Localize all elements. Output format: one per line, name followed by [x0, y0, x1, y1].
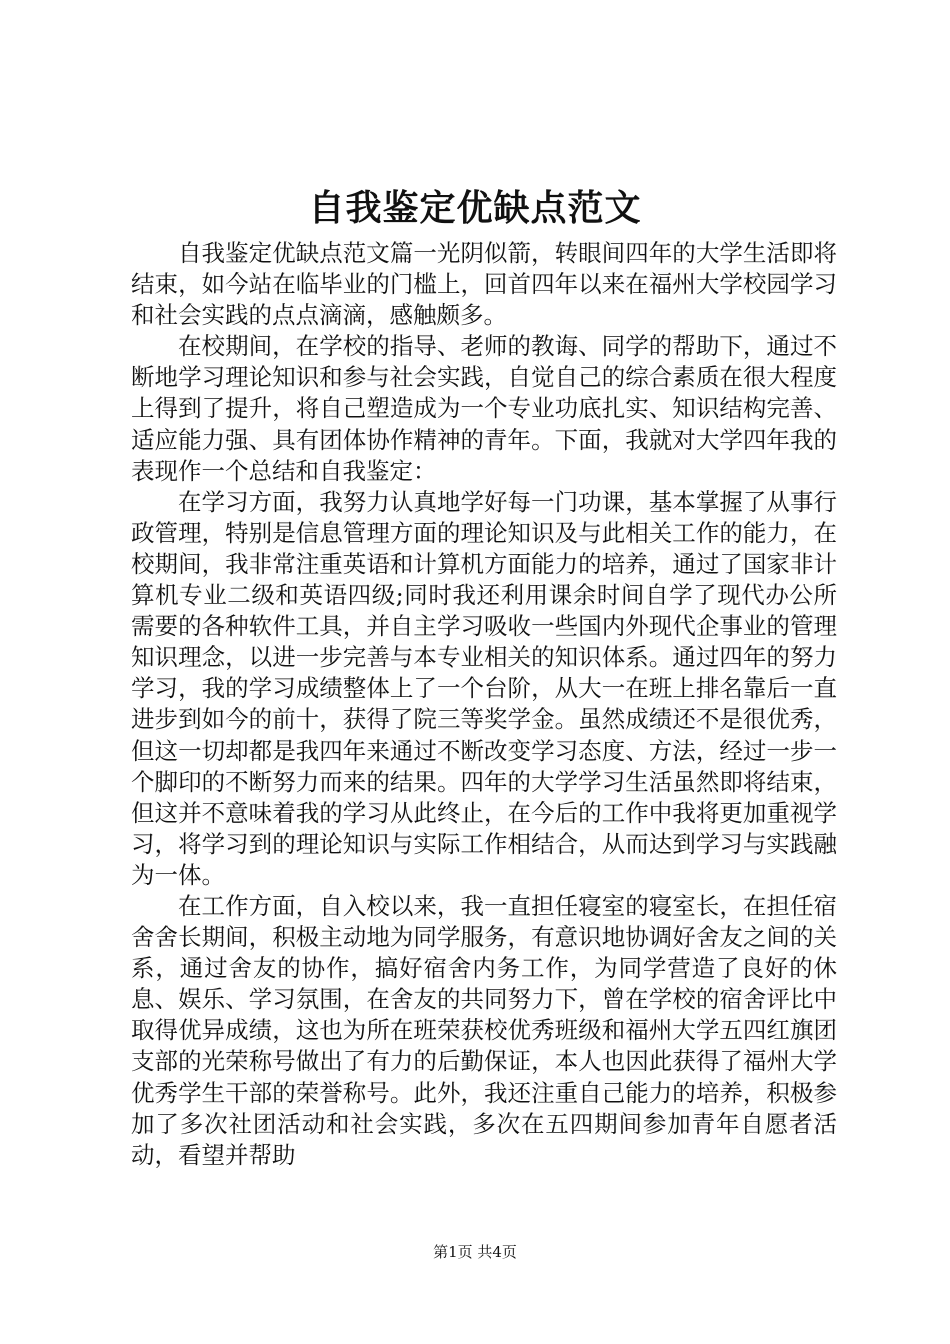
paragraph-study: 在学习方面，我努力认真地学好每一门功课，基本掌握了从事行政管理，特别是信息管理方面的理论知识及与此相关工作的能力，在校期间，我非常注重英语和计算机方面能力的培养，通过了国家非计算机专业二级和英语四级;同时我还利用课余时间自学了现代办公所需要的各种软件工具，并自主学习吸收一些国内外现代企事业的管理知识理念，以进一步完善与本专业相关的知识体系。通过四年的努力学习，我的学习成绩整体上了一个台阶，从大一在班上排名靠后一直进步到如今的前十，获得了院三等奖学金。虽然成绩还不是很优秀，但这一切却都是我四年来通过不断改变学习态度、方法，经过一步一个脚印的不断努力而来的结果。四年的大学学习生活虽然即将结束，但这并不意味着我的学习从此终止，在今后的工作中我将更加重视学习，将学习到的理论知识与实际工作相结合，从而达到学习与实践融为一体。 [131, 487, 837, 889]
paragraph-school-period: 在校期间，在学校的指导、老师的教诲、同学的帮助下，通过不断地学习理论知识和参与社会实践，自觉自己的综合素质在很大程度上得到了提升，将自己塑造成为一个专业功底扎实、知识结构完善、适应能力强、具有团体协作精神的青年。下面，我就对大学四年我的表现作一个总结和自我鉴定： [131, 332, 837, 485]
paragraph-work: 在工作方面，自入校以来，我一直担任寝室的寝室长，在担任宿舍舍长期间，积极主动地为同学服务，有意识地协调好舍友之间的关系，通过舍友的协作，搞好宿舍内务工作，为同学营造了良好的休息、娱乐、学习氛围，在舍友的共同努力下，曾在学校的宿舍评比中取得优异成绩，这也为所在班荣获校优秀班级和福州大学五四红旗团支部的光荣称号做出了有力的后勤保证，本人也因此获得了福州大学优秀学生干部的荣誉称号。此外，我还注重自己能力的培养，积极参加了多次社团活动和社会实践，多次在五四期间参加青年自愿者活动，看望并帮助 [131, 891, 837, 1169]
document-title: 自我鉴定优缺点范文 [308, 187, 642, 229]
document-body [131, 238, 837, 1171]
page-number-footer: 第1页 共4页 [433, 1243, 517, 1261]
paragraph-intro: 自我鉴定优缺点范文篇一光阴似箭，转眼间四年的大学生活即将结束，如今站在临毕业的门槛上，回首四年以来在福州大学校园学习和社会实践的点点滴滴，感触颇多。 [131, 239, 837, 330]
